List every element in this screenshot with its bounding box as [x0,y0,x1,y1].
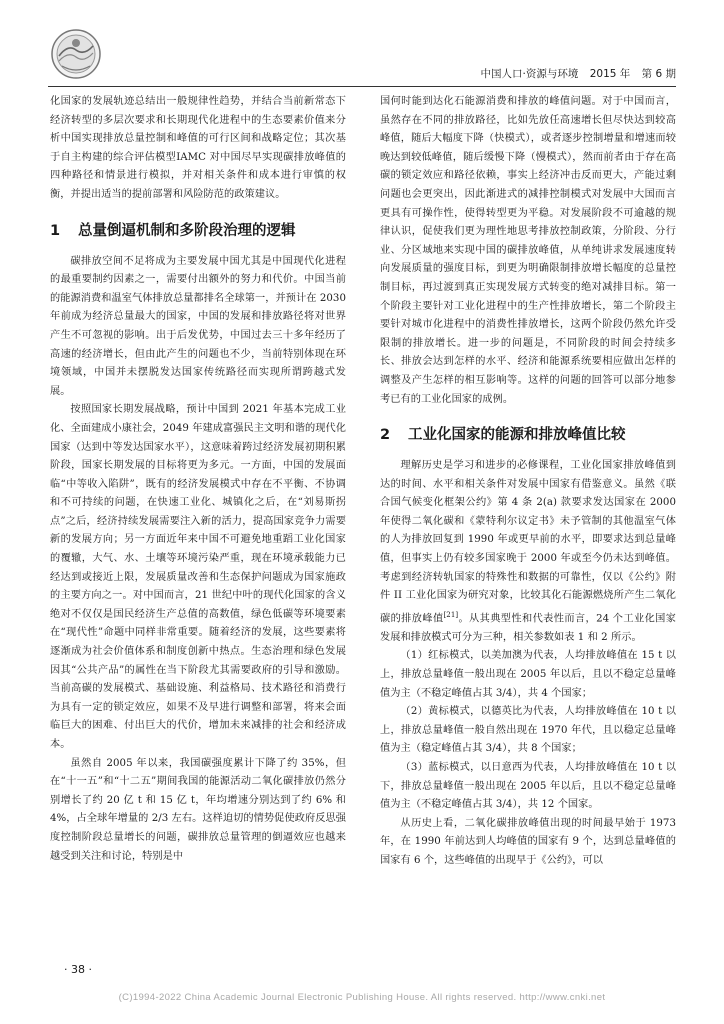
paragraph: 从历史上看，二氧化碳排放峰值出现的时间最早始于 1973 年，在 1990 年前达到人均峰值的国家有 9 个，达到总量峰值的国家有 6 个，这些峰值的出现早于《公约》，可以 [380,817,676,866]
list-item: （1）红标模式，以美加澳为代表，人均排放峰值在 15 t 以上，排放总量峰值一般出现在 2005 年以后，且以不稳定总量峰值为主（不稳定峰值占其 3/4），共 4 个国家； [380,650,676,699]
section-title: 总量倒逼机制和多阶段治理的逻辑 [78,222,296,239]
paragraph: 虽然自 2005 年以来，我国碳强度累计下降了约 35%，但在“十一五”和“十二五”期间我国的能源活动二氧化碳排放仍然分别增长了约 20 亿 t 和 15 亿 t，年均增速分别达到了约 6% 和 4%，占全球年增量的 2/3 左右。这样迫切的情势促使政府反思强度控制阶段总量增长的问题，碳排放总量管理的倒逼效应也越来越受到关注和讨论，特别是中 [50,757,346,862]
list-item: （3）蓝标模式，以日意西为代表，人均排放峰值在 10 t 以下，排放总量峰值一般出现在 2005 年以后，且以不稳定总量峰值为主（不稳定峰值占其 3/4），共 12 个国家。 [380,761,676,811]
header-rule [48,86,676,87]
right-column [380,93,676,871]
paragraph-text: 理解历史是学习和进步的必修课程，工业化国家排放峰值到达的时间、水平和相关条件对发展中国家有借鉴意义。虽然《联合国气候变化框架公约》第 4 条 2(a) 款要求发达国家在 2000 年使得二氧化碳和《蒙特利尔议定书》未予管制的其他温室气体的人为排放回复到 1990 年或更早前的水平，即要求达到总量峰值，但事实上仍有较多国家晚于 2000 年或至今仍未达到峰值。考虑到经济转轨国家的特殊性和数据的可靠性，仅以《公约》附件 II 工业化国家为研究对象，比较其化石能源燃烧所产生二氧化碳的排放峰值 [380,460,676,625]
section-number: 2 [380,427,391,444]
paragraph [380,457,676,647]
paragraph: 化国家的发展轨迹总结出一般规律性趋势，并结合当前新常态下经济转型的多层次要求和长期现代化进程中的生态要素价值来分析中国实现排放总量控制和峰值的可行区间和战略定位；其次基于自主构建的综合评估模型IAMC 对中国尽早实现碳排放峰值的四种路径和情景进行模拟，并对相关条件和成本进行审慎的权衡，并提出适当的提前部署和风险防范的政策建议。 [50,96,346,200]
citation-link[interactable]: [21] [443,610,459,619]
journal-name: 中国人口·资源与环境 [480,68,579,80]
section-heading-2 [380,425,676,445]
left-column [50,93,346,866]
section-number: 1 [50,222,61,239]
journal-issue: 第 6 期 [641,68,676,80]
paragraph: 按照国家长期发展战略，预计中国到 2021 年基本完成工业化、全面建成小康社会，2049 年建成富强民主文明和谐的现代化国家（达到中等发达国家水平），这意味着跨过经济发展初期积累阶段，国家长期发展的目标将更为多元。一方面，中国的发展面临“中等收入陷阱”，既有的经济发展模式中存在不平衡、不协调和不可持续的问题，在快速工业化、城镇化之后，在“刘易斯拐点”之后，经济持续发展需要注入新的活力，提高国家竞争力需要新的发展方向；另一方面近年来中国不可避免地重蹈工业化国家的覆辙，大气、水、土壤等环境污染严重，现在环境承载能力已经达到或接近上限，发展质量改善和生态保护问题成为国家施政的主要方向之一。对中国而言，21 世纪中叶的现代化国家的含义绝对不仅仅是国民经济生产总值的高数值，绿色低碳等环境要素在“现代性”命题中同样非常重要。随着经济的发展，这些要素将逐渐成为社会价值体系和制度创新中热点。生态治理和绿色发展因其“公共产品”的属性在当下阶段尤其需要政府的引导和激励。当前高碳的发展模式、基础设施、利益格局、技术路径和消费行为具有一定的锁定效应，如果不及早进行调整和部署，将来会面临巨大的困难、付出巨大的代价，增加未来减排的社会和经济成本。 [50,404,346,750]
journal-year: 2015 年 [589,68,631,80]
paragraph: 国何时能到达化石能源消费和排放的峰值问题。对于中国而言，虽然存在不同的排放路径，比如先放任高速增长但尽快达到较高峰值，随后大幅度下降（快模式），或者逐步控制增量和增速而较晚达到较低峰值，随后缓慢下降（慢模式），然而前者由于存在高碳的锁定效应和路径依赖，事实上经济冲击反而更大，产能过剩问题也会更突出，因此渐进式的减排控制模式对发展中大国而言更具有可操作性，使得转型更为平稳。对发展阶段不可逾越的规律认识，促使我们更为理性地思考排放控制政策，分阶段、分行业、分区域地来实现中国的碳排放峰值，从单纯讲求发展速度转向发展质量的强度目标，到更为明确限制排放增长幅度的总量控制目标，再过渡到真正实现发展方式转变的绝对减排目标。第一个阶段主要针对工业化进程中的生产性排放增长，第二个阶段主要针对城市化进程中的消费性排放增长，这两个阶段仍然允许受限制的排放增长。进一步的问题是，不同阶段的时间会持续多长、排放会达到怎样的水平、经济和能源系统要相应做出怎样的调整及产生怎样的相互影响等。这样的问题的回答可以部分地参考已有的工业化国家的成例。 [380,96,676,405]
section-title: 工业化国家的能源和排放峰值比较 [408,427,626,444]
paragraph-text: 。从其典型性和代表性而言，24 个工业化国家发展和排放模式可分为三种，相关参数如表 1 和 2 所示。 [380,613,676,643]
list-item: （2）黄标模式，以德英比为代表，人均排放峰值在 10 t 以上，排放总量峰值一般自然出现在 1970 年代，且以稳定总量峰值为主（稳定峰值占其 3/4），共 8 个国家； [380,706,676,755]
journal-logo-icon [50,28,102,80]
paragraph: 碳排放空间不足将成为主要发展中国尤其是中国现代化进程的最重要制约因素之一，需要付出额外的努力和代价。中国当前的能源消费和温室气体排放总量都排名全球第一，并预计在 2030 年前成为经济总量最大的国家，中国的发展和排放路径将对世界产生不可忽视的影响。出于后发优势，中国过去三十多年经历了高速的经济增长，但由此产生的问题也不少，当前特别体现在环境领域，中国并未摆脱发达国家传统路径而实现所谓跨越式发展。 [50,255,346,397]
section-heading-1 [50,221,346,241]
copyright-footer: (C)1994-2022 China Academic Journal Electronic Publishing House. All rights reserved. http://www.cnki.net [118,992,606,1003]
running-header [380,64,676,84]
page-number: · 38 · [64,963,92,976]
